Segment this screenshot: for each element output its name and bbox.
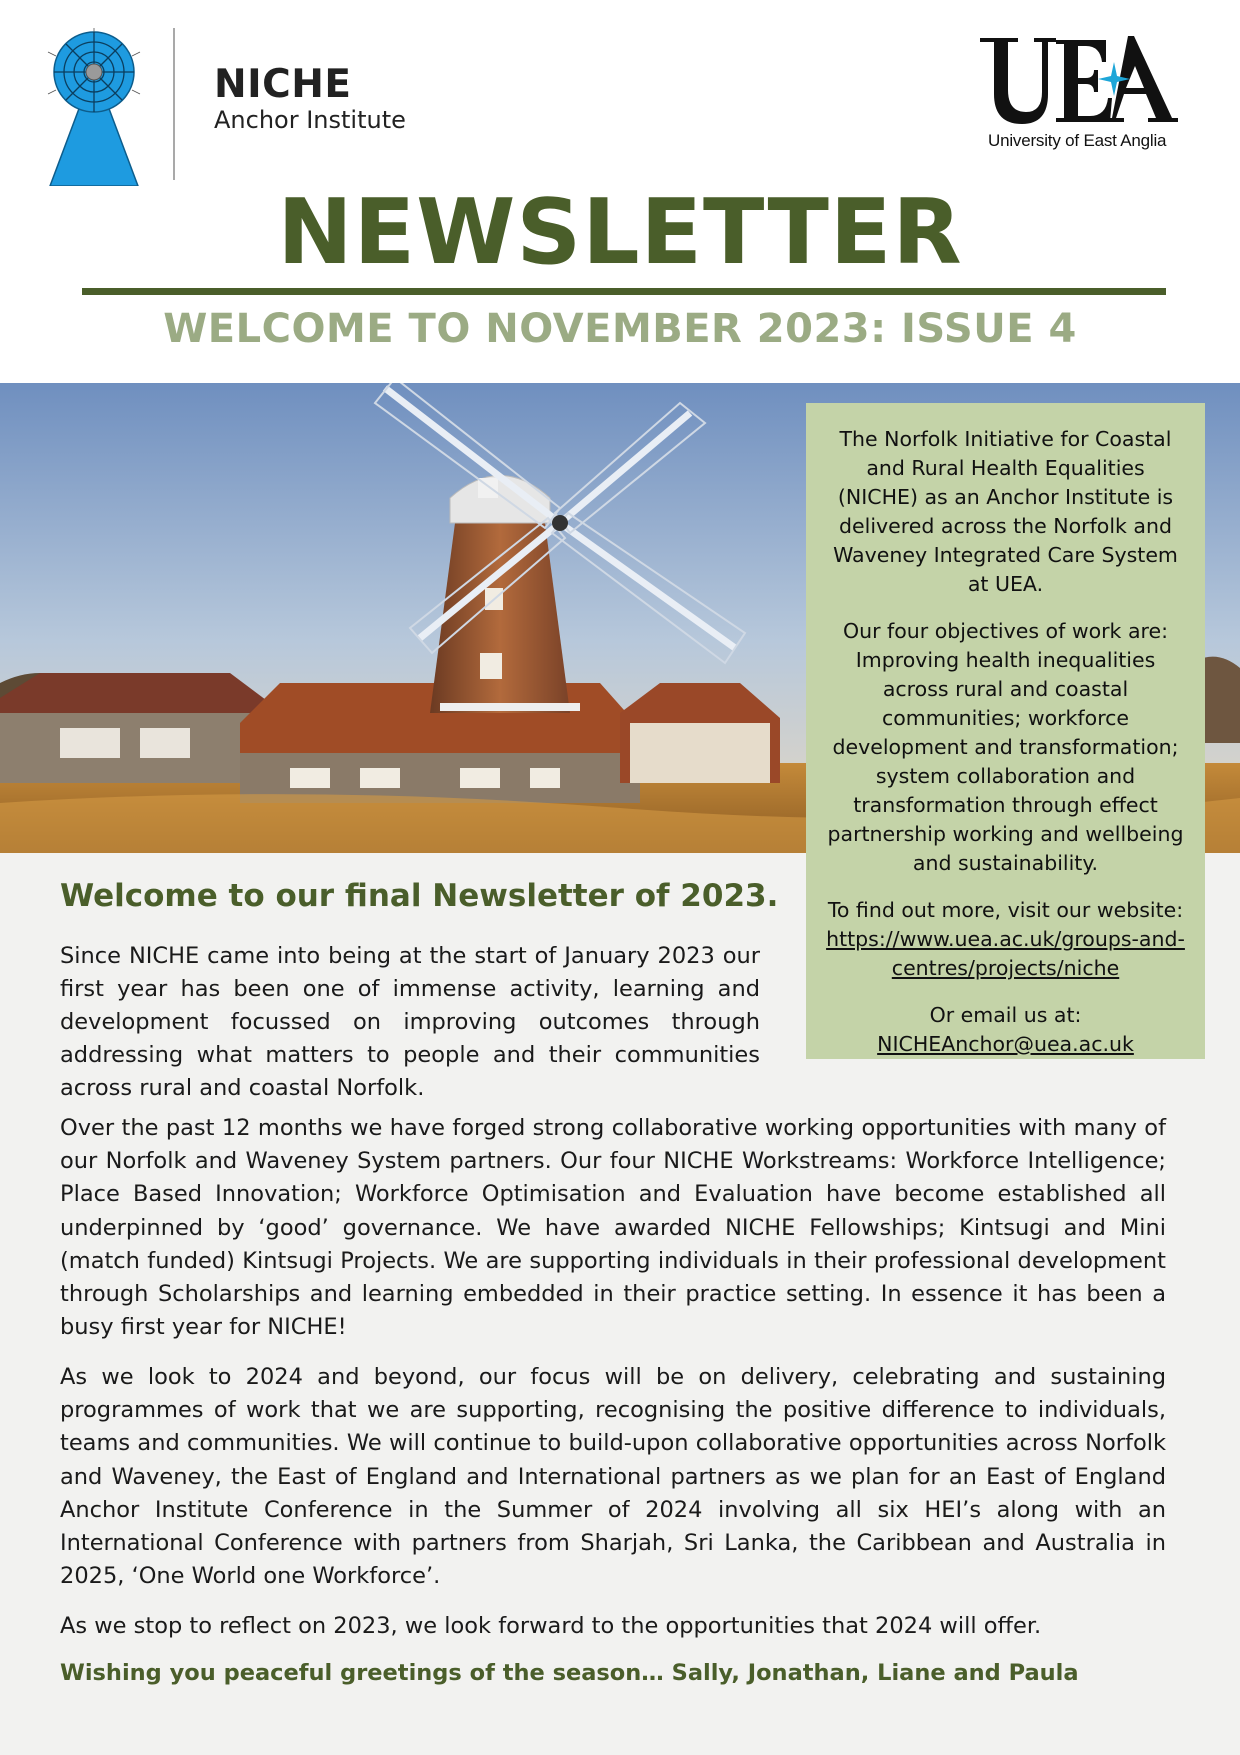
email-link[interactable]: NICHEAnchor@uea.ac.uk <box>877 1032 1134 1056</box>
niche-logo <box>44 28 144 186</box>
info-intro: The Norfolk Initiative for Coastal and Rural Health Equalities (NICHE) as an Anchor Institute is delivered across the Norfolk and Waveney Integrated Care System at UEA. <box>833 427 1178 596</box>
article-paragraph-1: Since NICHE came into being at the start of January 2023 our first year has been one of immense activity, learning and development focussed on improving outcomes through addressing what matters to people and their communities across rural and coastal Norfolk. <box>60 943 760 1101</box>
info-email <box>824 1001 1187 1059</box>
website-prompt: To find out more, visit our website: <box>827 898 1184 922</box>
uea-full-name: University of East Anglia <box>988 131 1167 150</box>
issue-subtitle: WELCOME TO NOVEMBER 2023: ISSUE 4 <box>163 306 1077 352</box>
uea-logo <box>978 32 1178 127</box>
article-paragraph-2: Over the past 12 months we have forged strong collaborative working opportunities with many of our Norfolk and Waveney System partners. Our four NICHE Workstreams: Workforce Intelligence; Place Based Innovation; Workforce Optimisation and Evaluation have become established all underpinned by ‘good’ governance. We have awarded NICHE Fellowships; Kintsugi and Mini (match funded) Kintsugi Projects. We are supporting individuals in their professional development through Scholarships and learning embedded in their practice setting. In essence it has been a busy first year for NICHE! <box>60 1115 1166 1341</box>
signoff: Wishing you peaceful greetings of the season… Sally, Jonathan, Liane and Paula <box>60 1660 1079 1686</box>
info-objectives: Our four objectives of work are: Improving health inequalities across rural and coastal communities; workforce development and transformation; system collaboration and transformation through effect partnership working and wellbeing and sustainability. <box>827 619 1184 875</box>
newsletter-title: NEWSLETTER <box>277 180 963 285</box>
info-website <box>824 896 1187 983</box>
logo-divider <box>173 28 175 180</box>
article-paragraph-4: As we stop to reflect on 2023, we look forward to the opportunities that 2024 will offer. <box>60 1613 1042 1639</box>
title-rule <box>82 288 1166 295</box>
article-paragraph-3: As we look to 2024 and beyond, our focus will be on delivery, celebrating and sustaining programmes of work that we are supporting, recognising the positive difference to individuals, teams and communities. We will continue to build-upon collaborative opportunities across Norfolk and Waveney, the East of England and International partners as we plan for an East of England Anchor Institute Conference in the Summer of 2024 involving all six HEI’s along with an International Conference with partners from Sharjah, Sri Lanka, the Caribbean and Australia in 2025, ‘One World one Workforce’. <box>60 1364 1166 1590</box>
info-box <box>806 403 1205 1059</box>
article-heading: Welcome to our final Newsletter of 2023. <box>60 878 779 914</box>
niche-name: NICHE <box>214 62 352 107</box>
website-link[interactable]: https://www.uea.ac.uk/groups-and-centres/projects/niche <box>826 927 1185 980</box>
niche-subtitle: Anchor Institute <box>214 106 406 134</box>
email-prompt: Or email us at: <box>929 1003 1082 1027</box>
